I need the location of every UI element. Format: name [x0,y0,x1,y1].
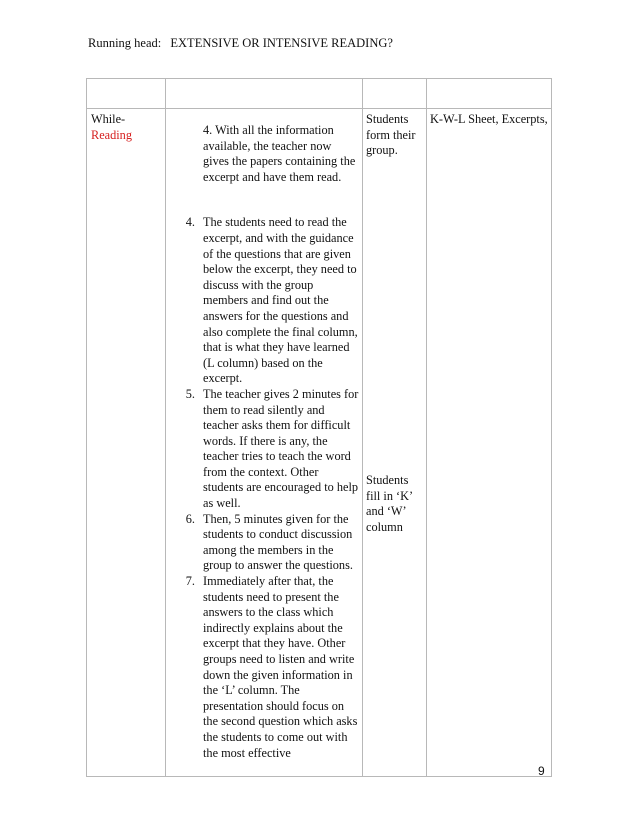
step-item [166,123,360,185]
media-cell [427,109,552,777]
stage-label-line2: Reading [91,127,132,142]
step-item [166,387,360,512]
steps-cell [166,109,363,777]
step-text: The teacher gives 2 minutes for them to read silently and teacher asks them for difficult words. If there is any, the teacher tries to teach the word from the context. Other students are encouraged to help as well. [203,386,359,511]
stage-cell [87,109,166,777]
table-cell [427,79,552,109]
step-number [166,123,203,185]
students-activity-group: Students form their group. [366,112,416,158]
step-number: 4. [185,215,195,230]
step-text: Then, 5 minutes given for the students to conduct discussion among the members in the group to answer the questions. [203,511,353,573]
table-cell [166,79,363,109]
stage-label-line1: While- [91,112,126,126]
table-cell [363,79,427,109]
students-activity-kw: Students fill in ‘K’ and ‘W’ column [366,473,413,534]
running-head [88,36,393,51]
table-cell [87,79,166,109]
media-list: K-W-L Sheet, Excerpts, [430,112,548,126]
table-row-while-reading [87,109,552,777]
page-number: 9 [538,764,545,778]
running-head-label: Running head: [88,36,162,50]
lesson-plan-table [86,78,552,777]
step-number: 6. [185,511,195,526]
step-text: The students need to read the excerpt, and with the guidance of the questions that are given below the excerpt, they need to discuss with the group members and find out the answers for the questions and also complete the final column, that is what they have learned (L column) based on the excerpt. [203,215,358,386]
running-head-title: EXTENSIVE OR INTENSIVE READING? [170,36,393,50]
table-row-empty [87,79,552,109]
step-text: Immediately after that, the students need to present the answers to the class which indirectly explains about the excerpt that they have. Other groups need to listen and write down the given information in the ‘L’ column. The presentation should focus on the second question which asks the students to come out with the most effective [203,574,358,760]
step-text: 4. With all the information available, the teacher now gives the papers containing the excerpt and have them read. [203,123,356,184]
students-cell [363,109,427,777]
step-item [166,574,360,761]
step-number: 7. [185,574,195,589]
step-item [166,215,360,387]
step-number: 5. [185,386,195,401]
step-item [166,512,360,574]
